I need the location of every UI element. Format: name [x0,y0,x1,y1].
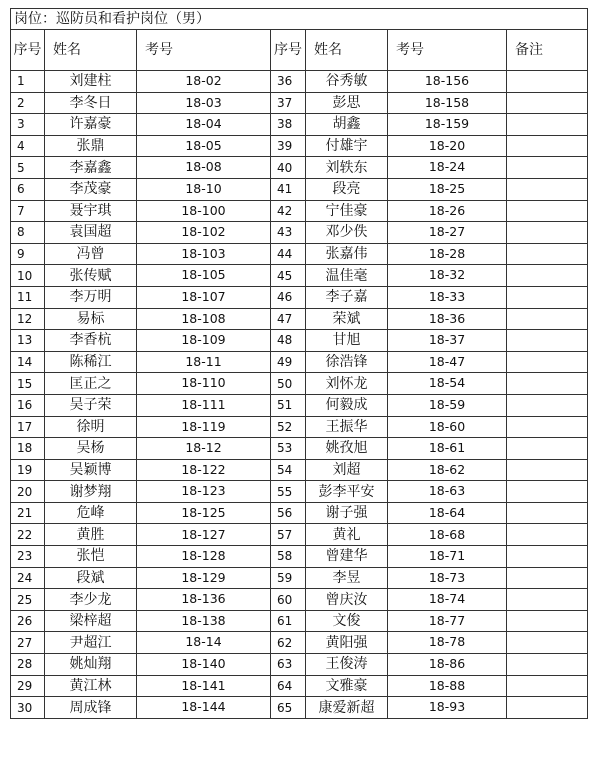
left-name: 李茂豪 [45,178,137,200]
left-seq: 6 [11,178,45,200]
position-title: 岗位：巡防员和看护岗位（男） [11,9,588,30]
left-name: 陈稀江 [45,351,137,373]
left-exam-no: 18-100 [137,200,271,222]
left-seq: 26 [11,610,45,632]
right-name: 谢子强 [306,502,388,524]
left-name: 刘建柱 [45,71,137,93]
left-name: 段斌 [45,567,137,589]
right-seq: 40 [271,157,306,179]
right-seq: 54 [271,459,306,481]
table-row [11,610,588,632]
left-exam-no: 18-119 [137,416,271,438]
table-row [11,438,588,460]
left-exam-no: 18-110 [137,373,271,395]
left-seq: 4 [11,135,45,157]
right-seq: 57 [271,524,306,546]
note-cell [507,394,588,416]
left-seq: 19 [11,459,45,481]
right-seq: 46 [271,286,306,308]
note-cell [507,135,588,157]
right-name: 康爱新超 [306,697,388,719]
right-exam-no: 18-64 [388,502,507,524]
left-exam-no: 18-141 [137,675,271,697]
table-row [11,373,588,395]
table-row [11,178,588,200]
left-exam-no: 18-107 [137,286,271,308]
left-name: 匡正之 [45,373,137,395]
left-name: 尹超江 [45,632,137,654]
right-name: 徐浩锋 [306,351,388,373]
left-exam-no: 18-127 [137,524,271,546]
note-cell [507,524,588,546]
left-name: 姚灿翔 [45,654,137,676]
left-name: 黄江林 [45,675,137,697]
header-row [11,30,588,71]
table-row [11,675,588,697]
left-seq: 5 [11,157,45,179]
header-seq-right: 序号 [271,30,306,71]
note-cell [507,567,588,589]
note-cell [507,438,588,460]
note-cell [507,71,588,93]
right-exam-no: 18-32 [388,265,507,287]
note-cell [507,589,588,611]
table-row [11,286,588,308]
left-name: 吴颖博 [45,459,137,481]
table-row [11,243,588,265]
right-seq: 58 [271,546,306,568]
left-exam-no: 18-04 [137,114,271,136]
right-exam-no: 18-63 [388,481,507,503]
right-name: 刘轶东 [306,157,388,179]
right-name: 文俊 [306,610,388,632]
right-name: 付雄宇 [306,135,388,157]
left-name: 聂宇琪 [45,200,137,222]
table-row [11,589,588,611]
right-seq: 39 [271,135,306,157]
right-name: 王振华 [306,416,388,438]
right-name: 黄阳强 [306,632,388,654]
right-seq: 59 [271,567,306,589]
right-exam-no: 18-25 [388,178,507,200]
right-seq: 45 [271,265,306,287]
table-row [11,459,588,481]
right-name: 彭李平安 [306,481,388,503]
right-exam-no: 18-77 [388,610,507,632]
note-cell [507,697,588,719]
right-exam-no: 18-78 [388,632,507,654]
table-row [11,92,588,114]
table-row [11,394,588,416]
left-exam-no: 18-103 [137,243,271,265]
right-seq: 64 [271,675,306,697]
header-note: 备注 [507,30,588,71]
right-name: 李昱 [306,567,388,589]
right-exam-no: 18-156 [388,71,507,93]
right-exam-no: 18-86 [388,654,507,676]
right-exam-no: 18-68 [388,524,507,546]
left-name: 吴子荣 [45,394,137,416]
note-cell [507,610,588,632]
left-name: 易标 [45,308,137,330]
left-exam-no: 18-02 [137,71,271,93]
header-name-right: 姓名 [306,30,388,71]
note-cell [507,632,588,654]
right-exam-no: 18-59 [388,394,507,416]
left-name: 袁国超 [45,222,137,244]
note-cell [507,178,588,200]
left-exam-no: 18-138 [137,610,271,632]
left-seq: 18 [11,438,45,460]
left-seq: 2 [11,92,45,114]
right-seq: 42 [271,200,306,222]
note-cell [507,114,588,136]
table-row [11,330,588,352]
note-cell [507,481,588,503]
left-seq: 15 [11,373,45,395]
left-name: 徐明 [45,416,137,438]
right-name: 段亮 [306,178,388,200]
left-exam-no: 18-109 [137,330,271,352]
left-exam-no: 18-144 [137,697,271,719]
right-seq: 51 [271,394,306,416]
right-seq: 63 [271,654,306,676]
note-cell [507,308,588,330]
right-seq: 55 [271,481,306,503]
header-seq-left: 序号 [11,30,45,71]
header-exam-left: 考号 [137,30,271,71]
left-name: 危峰 [45,502,137,524]
left-seq: 25 [11,589,45,611]
right-name: 张嘉伟 [306,243,388,265]
left-seq: 9 [11,243,45,265]
right-seq: 49 [271,351,306,373]
left-exam-no: 18-08 [137,157,271,179]
right-seq: 50 [271,373,306,395]
right-seq: 44 [271,243,306,265]
left-exam-no: 18-140 [137,654,271,676]
title-row [11,9,588,30]
left-seq: 22 [11,524,45,546]
left-seq: 29 [11,675,45,697]
table-row [11,546,588,568]
left-seq: 10 [11,265,45,287]
right-exam-no: 18-62 [388,459,507,481]
table-row [11,114,588,136]
note-cell [507,351,588,373]
left-seq: 8 [11,222,45,244]
note-cell [507,675,588,697]
table-row [11,71,588,93]
left-exam-no: 18-10 [137,178,271,200]
table-row [11,157,588,179]
note-cell [507,243,588,265]
right-name: 刘怀龙 [306,373,388,395]
right-seq: 52 [271,416,306,438]
table-row [11,567,588,589]
note-cell [507,265,588,287]
left-name: 张鼎 [45,135,137,157]
left-name: 李冬日 [45,92,137,114]
note-cell [507,459,588,481]
left-exam-no: 18-125 [137,502,271,524]
right-seq: 41 [271,178,306,200]
left-name: 冯曾 [45,243,137,265]
left-exam-no: 18-128 [137,546,271,568]
right-seq: 56 [271,502,306,524]
right-exam-no: 18-37 [388,330,507,352]
table-row [11,265,588,287]
left-exam-no: 18-129 [137,567,271,589]
left-seq: 7 [11,200,45,222]
right-seq: 65 [271,697,306,719]
right-seq: 48 [271,330,306,352]
left-seq: 3 [11,114,45,136]
left-name: 李嘉鑫 [45,157,137,179]
left-name: 吴杨 [45,438,137,460]
right-name: 谷秀敏 [306,71,388,93]
table-row [11,697,588,719]
table-row [11,351,588,373]
right-seq: 36 [271,71,306,93]
note-cell [507,330,588,352]
right-seq: 53 [271,438,306,460]
table-row [11,481,588,503]
left-exam-no: 18-122 [137,459,271,481]
right-exam-no: 18-26 [388,200,507,222]
table-row [11,654,588,676]
note-cell [507,546,588,568]
right-exam-no: 18-93 [388,697,507,719]
left-name: 许嘉豪 [45,114,137,136]
left-name: 黄胜 [45,524,137,546]
roster-table [10,8,588,719]
right-exam-no: 18-158 [388,92,507,114]
left-seq: 17 [11,416,45,438]
table-row [11,308,588,330]
right-exam-no: 18-24 [388,157,507,179]
right-seq: 60 [271,589,306,611]
left-exam-no: 18-05 [137,135,271,157]
right-name: 姚孜旭 [306,438,388,460]
left-seq: 24 [11,567,45,589]
left-exam-no: 18-108 [137,308,271,330]
left-name: 李香杭 [45,330,137,352]
left-seq: 14 [11,351,45,373]
table-row [11,416,588,438]
left-seq: 28 [11,654,45,676]
left-exam-no: 18-12 [137,438,271,460]
right-exam-no: 18-159 [388,114,507,136]
right-name: 邓少佚 [306,222,388,244]
note-cell [507,92,588,114]
left-name: 张恺 [45,546,137,568]
note-cell [507,157,588,179]
right-exam-no: 18-36 [388,308,507,330]
right-exam-no: 18-27 [388,222,507,244]
right-exam-no: 18-73 [388,567,507,589]
note-cell [507,286,588,308]
right-name: 曾建华 [306,546,388,568]
left-name: 李少龙 [45,589,137,611]
right-seq: 43 [271,222,306,244]
note-cell [507,222,588,244]
note-cell [507,200,588,222]
left-seq: 13 [11,330,45,352]
right-seq: 38 [271,114,306,136]
note-cell [507,654,588,676]
left-seq: 12 [11,308,45,330]
left-seq: 11 [11,286,45,308]
right-name: 宁佳豪 [306,200,388,222]
right-name: 荣斌 [306,308,388,330]
left-exam-no: 18-136 [137,589,271,611]
right-exam-no: 18-54 [388,373,507,395]
right-name: 何毅成 [306,394,388,416]
left-name: 梁梓超 [45,610,137,632]
table-row [11,524,588,546]
right-name: 甘旭 [306,330,388,352]
right-name: 温佳毫 [306,265,388,287]
left-name: 张传赋 [45,265,137,287]
table-row [11,632,588,654]
right-name: 彭思 [306,92,388,114]
right-exam-no: 18-28 [388,243,507,265]
right-name: 王俊涛 [306,654,388,676]
left-exam-no: 18-105 [137,265,271,287]
left-exam-no: 18-111 [137,394,271,416]
left-seq: 16 [11,394,45,416]
right-name: 胡鑫 [306,114,388,136]
note-cell [507,502,588,524]
left-name: 李万明 [45,286,137,308]
right-exam-no: 18-33 [388,286,507,308]
left-exam-no: 18-11 [137,351,271,373]
right-seq: 47 [271,308,306,330]
left-exam-no: 18-102 [137,222,271,244]
right-exam-no: 18-71 [388,546,507,568]
right-seq: 62 [271,632,306,654]
left-name: 周成锋 [45,697,137,719]
right-name: 刘超 [306,459,388,481]
right-exam-no: 18-61 [388,438,507,460]
left-seq: 23 [11,546,45,568]
right-exam-no: 18-74 [388,589,507,611]
left-name: 谢梦翔 [45,481,137,503]
left-seq: 1 [11,71,45,93]
table-row [11,502,588,524]
left-seq: 20 [11,481,45,503]
right-seq: 61 [271,610,306,632]
table-row [11,200,588,222]
note-cell [507,373,588,395]
left-exam-no: 18-123 [137,481,271,503]
right-name: 黄礼 [306,524,388,546]
left-seq: 30 [11,697,45,719]
table-row [11,135,588,157]
right-name: 曾庆汝 [306,589,388,611]
right-exam-no: 18-60 [388,416,507,438]
right-name: 李子嘉 [306,286,388,308]
left-seq: 27 [11,632,45,654]
note-cell [507,416,588,438]
right-exam-no: 18-20 [388,135,507,157]
header-exam-right: 考号 [388,30,507,71]
table-row [11,222,588,244]
left-seq: 21 [11,502,45,524]
left-exam-no: 18-03 [137,92,271,114]
right-exam-no: 18-47 [388,351,507,373]
right-name: 文雅豪 [306,675,388,697]
header-name-left: 姓名 [45,30,137,71]
left-exam-no: 18-14 [137,632,271,654]
right-exam-no: 18-88 [388,675,507,697]
right-seq: 37 [271,92,306,114]
roster-body [11,9,588,719]
